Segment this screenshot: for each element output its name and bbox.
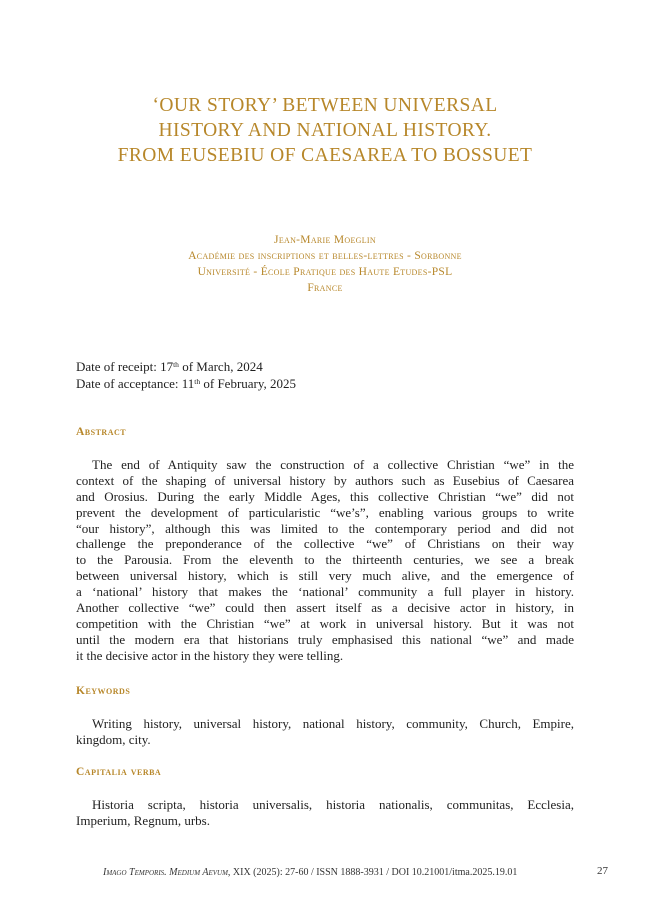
abstract-line: between universal history, which is still very much alive, and the emergence of bbox=[76, 568, 574, 584]
receipt-date bbox=[76, 359, 576, 376]
acceptance-date-ordinal: th bbox=[194, 376, 201, 386]
capitalia-heading: Capitalia verba bbox=[76, 766, 162, 778]
keywords-line: kingdom, city. bbox=[76, 731, 151, 747]
acceptance-date-rest: of February, 2025 bbox=[200, 375, 297, 391]
abstract-line: “our history”, although this was limited to the contemporary period and did not bbox=[76, 520, 574, 536]
abstract-line: prevent the development of particularistic “we’s”, enabling various groups to write bbox=[76, 504, 574, 520]
title-line-1: ‘OUR STORY’ BETWEEN UNIVERSAL bbox=[152, 95, 498, 116]
citation-info: , XIX (2025): 27-60 / ISSN 1888-3931 / DOI 10.21001/itma.2025.19.01 bbox=[227, 867, 518, 878]
title-line-2: HISTORY AND NATIONAL HISTORY. bbox=[158, 120, 492, 141]
abstract-line: context of the shaping of universal history by authors such as Eusebius of Caesarea bbox=[76, 472, 574, 488]
capitalia-text bbox=[76, 797, 574, 829]
abstract-line: until the modern era that historians truly emphasised this national “we” and made bbox=[76, 631, 574, 647]
keywords-text bbox=[76, 716, 574, 748]
submission-dates bbox=[76, 359, 576, 392]
abstract-line: a ‘national’ history that makes the ‘national’ community a full player in history. bbox=[76, 584, 574, 600]
page-number: 27 bbox=[597, 865, 608, 877]
keywords-line: Writing history, universal history, national history, community, Church, Empire, bbox=[92, 716, 574, 731]
abstract-line: Another collective “we” could then assert itself as a decisive actor in history, in bbox=[76, 600, 574, 616]
capitalia-line: Historia scripta, historia universalis, historia nationalis, communitas, Ecclesia, bbox=[92, 797, 574, 812]
author-affiliation-1: Académie des inscriptions et belles-lettres - Sorbonne bbox=[188, 250, 462, 262]
abstract-line: The end of Antiquity saw the construction of a collective Christian “we” in the bbox=[92, 457, 574, 472]
author-affiliation-2: Université - École Pratique des Haute Etudes-PSL bbox=[197, 266, 453, 278]
abstract-text bbox=[76, 457, 574, 664]
author-country: France bbox=[307, 282, 343, 294]
abstract-heading: Abstract bbox=[76, 426, 127, 438]
receipt-date-rest: of March, 2024 bbox=[178, 359, 263, 374]
abstract-line: competition with the Christian “we” at work in universal history. But it was not bbox=[76, 615, 574, 631]
receipt-date-text: Date of receipt: 17 bbox=[76, 359, 174, 374]
article-title bbox=[0, 93, 650, 168]
acceptance-date-text: Date of acceptance: 11 bbox=[76, 375, 195, 391]
abstract-line: challenge the preponderance of the collective “we” of Christians on their way bbox=[76, 536, 574, 552]
capitalia-line: Imperium, Regnum, urbs. bbox=[76, 812, 210, 828]
receipt-date-ordinal: th bbox=[173, 360, 179, 369]
abstract-line: and Orosius. During the early Middle Ages, this collective Christian “we” did not bbox=[76, 488, 574, 504]
page-footer bbox=[103, 866, 623, 879]
author-name: Jean-Marie Moeglin bbox=[274, 234, 376, 246]
acceptance-date bbox=[76, 376, 576, 393]
author-block bbox=[0, 232, 650, 296]
abstract-line: to the Parousia. From the eleventh to the thirteenth centuries, we see a break bbox=[76, 552, 574, 568]
title-line-3: FROM EUSEBIU OF CAESAREA TO BOSSUET bbox=[117, 145, 533, 166]
keywords-heading: Keywords bbox=[76, 685, 131, 697]
journal-name: Imago Temporis. Medium Aevum bbox=[103, 867, 228, 878]
abstract-line: it the decisive actor in the history they were telling. bbox=[76, 647, 344, 663]
